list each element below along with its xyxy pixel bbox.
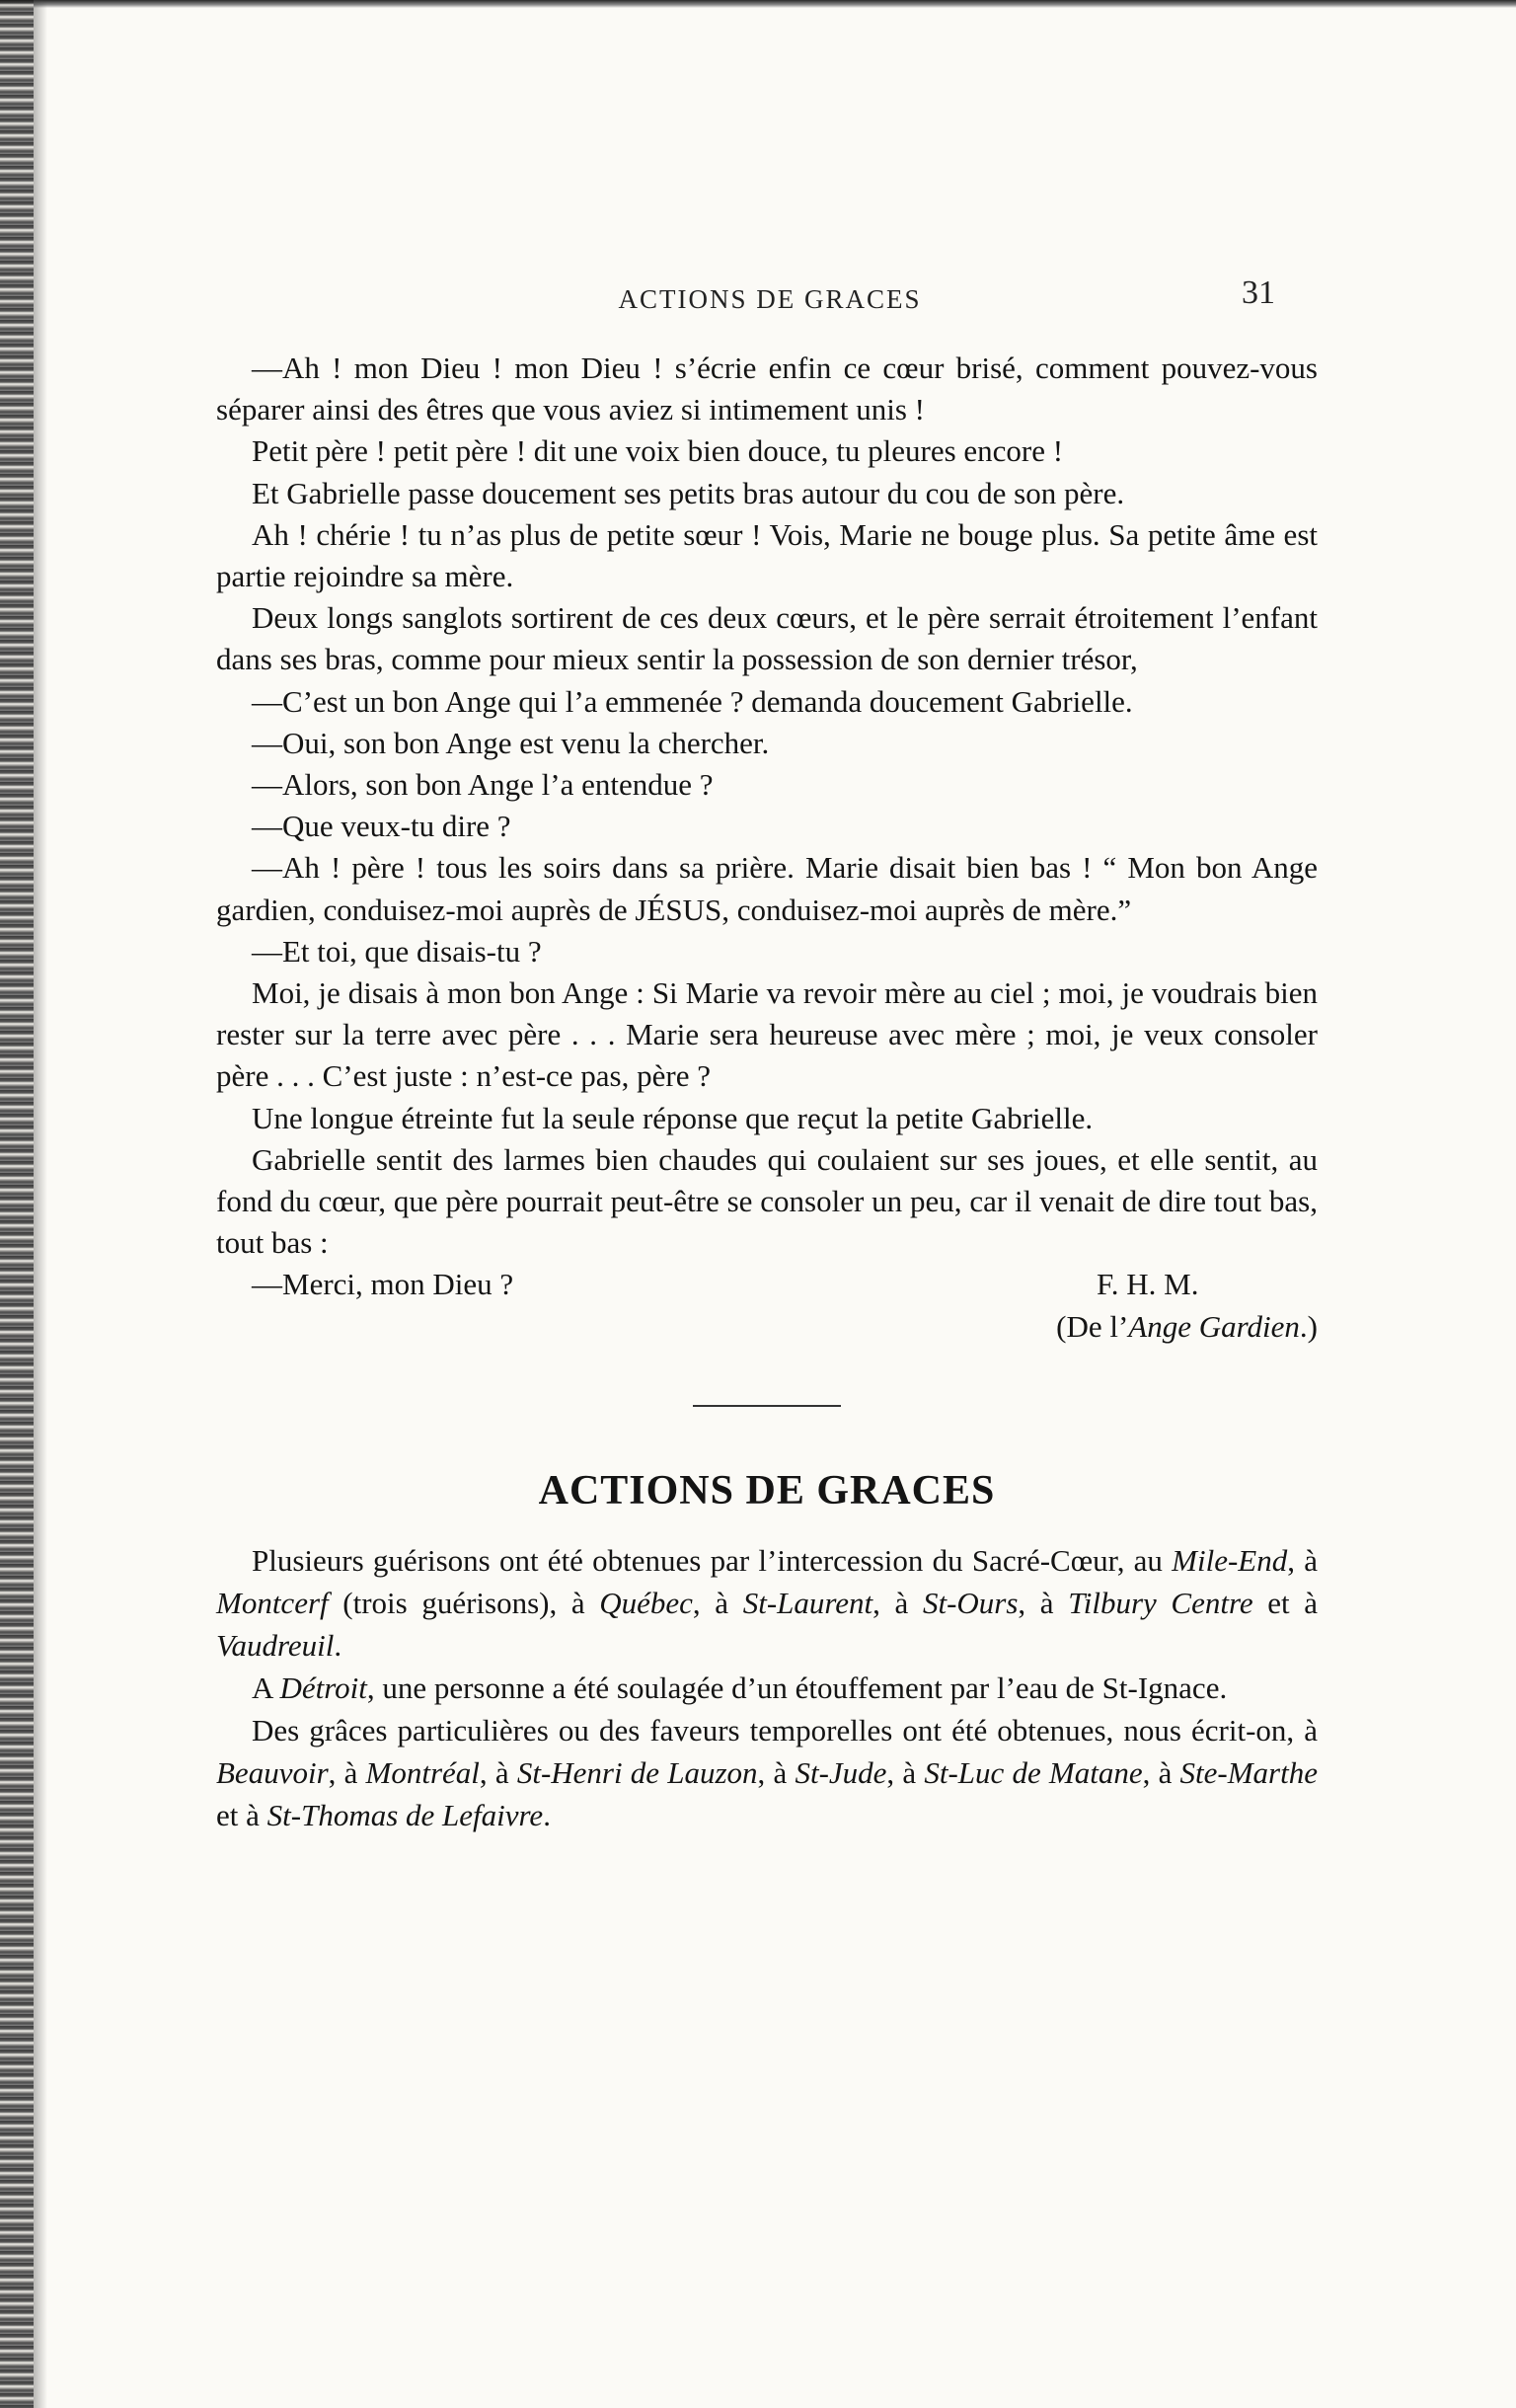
source-title: Ange Gardien [1128, 1308, 1300, 1344]
place-name: St-Laurent [742, 1585, 873, 1620]
place-name: Tilbury Centre [1068, 1585, 1253, 1620]
place-name: St-Henri de Lauzon [516, 1754, 758, 1790]
running-head: ACTIONS DE GRACES [618, 284, 922, 314]
scan-binding-shadow [34, 0, 47, 2408]
text-run: , à [886, 1754, 925, 1790]
page-body [216, 348, 1318, 1836]
story-paragraph: Une longue étreinte fut la seule réponse que reçut la petite Gabrielle. [252, 1100, 1094, 1135]
place-name: St-Luc de Matane [924, 1754, 1143, 1790]
place-name: Montréal [365, 1754, 480, 1790]
closing-line: —Merci, mon Dieu ? [252, 1267, 514, 1302]
section-paragraph [216, 1709, 1318, 1836]
text-run: , à [692, 1585, 743, 1620]
place-name: Beauvoir [216, 1754, 329, 1790]
story-paragraph: —Oui, son bon Ange est venu la chercher. [252, 725, 770, 760]
text-run: Plusieurs guérisons ont été obtenues par l’intercession du Sacré-Cœur, au [252, 1542, 1173, 1578]
section-paragraph [216, 1667, 1318, 1709]
text-run: , une personne a été soulagée d’un étouffement par l’eau de St-Ignace. [366, 1670, 1228, 1705]
text-run: , à [872, 1585, 923, 1620]
source-prefix: (De l’ [1056, 1308, 1129, 1344]
section-paragraph [216, 1539, 1318, 1667]
story-paragraph: —Et toi, que disais-tu ? [252, 933, 542, 969]
text-run: Des grâces particulières ou des faveurs temporelles ont été obtenues, nous écrit-on, à [252, 1712, 1318, 1748]
story-paragraph: Et Gabrielle passe doucement ses petits bras autour du cou de son père. [252, 475, 1125, 510]
text-run: . [334, 1627, 342, 1663]
story-paragraph: —C’est un bon Ange qui l’a emmenée ? demanda doucement Gabrielle. [252, 683, 1133, 719]
place-name: Détroit [279, 1670, 367, 1705]
story-paragraph: Deux longs sanglots sortirent de ces deux cœurs, et le père serrait étroitement l’enfant dans ses bras, comme pour mieux sentir la possession de son dernier trésor, [216, 600, 1318, 677]
text-run: , à [1142, 1754, 1180, 1790]
place-name: Québec [599, 1585, 693, 1620]
story-paragraph: Ah ! chérie ! tu n’as plus de petite sœur ! Vois, Marie ne bouge plus. Sa petite âme est partie rejoindre sa mère. [216, 516, 1318, 594]
source-citation [216, 1306, 1318, 1348]
place-name: Montcerf [216, 1585, 329, 1620]
text-run: . [543, 1797, 551, 1832]
text-run: , à [328, 1754, 366, 1790]
author-signature: F. H. M. [1097, 1267, 1199, 1302]
text-run: , à [1018, 1585, 1069, 1620]
place-name: Vaudreuil [216, 1627, 335, 1663]
story-paragraph: —Alors, son bon Ange l’a entendue ? [252, 767, 714, 803]
scan-top-edge [0, 0, 1516, 8]
text-run: , à [757, 1754, 796, 1790]
story-paragraph: —Que veux-tu dire ? [252, 809, 511, 844]
text-run: et à [1252, 1585, 1319, 1620]
text-run: (trois guérisons), à [328, 1585, 600, 1620]
story-paragraph: Gabrielle sentit des larmes bien chaudes qui coulaient sur ses joues, et elle sentit, au fond du cœur, que père pourrait peut-être se consoler un peu, car il venait de dire tout bas, tout bas : [216, 1141, 1318, 1261]
place-name: St-Ours [922, 1585, 1019, 1620]
place-name: Mile-End [1172, 1542, 1288, 1578]
place-name: St-Jude [795, 1754, 887, 1790]
text-run: A [252, 1670, 280, 1705]
closing-line-row [216, 1264, 1318, 1305]
story-paragraph: Petit père ! petit père ! dit une voix bien douce, tu pleures encore ! [252, 433, 1064, 469]
section-title: ACTIONS DE GRACES [538, 1467, 996, 1514]
story-paragraph: —Ah ! mon Dieu ! mon Dieu ! s’écrie enfin ce cœur brisé, comment pouvez-vous séparer ainsi des êtres que vous aviez si intimement unis ! [216, 350, 1318, 427]
place-name: St-Thomas de Lefaivre [266, 1797, 544, 1832]
source-suffix: .) [1299, 1308, 1318, 1344]
text-run: , à [479, 1754, 517, 1790]
story-paragraph: Moi, je disais à mon bon Ange : Si Marie va revoir mère au ciel ; moi, je voudrais bien rester sur la terre avec père . . . Marie sera heureuse avec mère ; moi, je veux consoler père . . . C’est juste : n’est-ce pas, père ? [216, 975, 1318, 1094]
section-divider [693, 1405, 841, 1407]
scan-binding-edge [0, 0, 34, 2408]
story-paragraph: —Ah ! père ! tous les soirs dans sa prière. Marie disait bien bas ! “ Mon bon Ange gardien, conduisez-moi auprès de JÉSUS, conduisez-moi auprès de mère.” [216, 850, 1318, 927]
text-run: et à [216, 1797, 267, 1832]
text-run: , à [1287, 1542, 1318, 1578]
page-number: 31 [1242, 274, 1275, 311]
place-name: Ste-Marthe [1179, 1754, 1318, 1790]
